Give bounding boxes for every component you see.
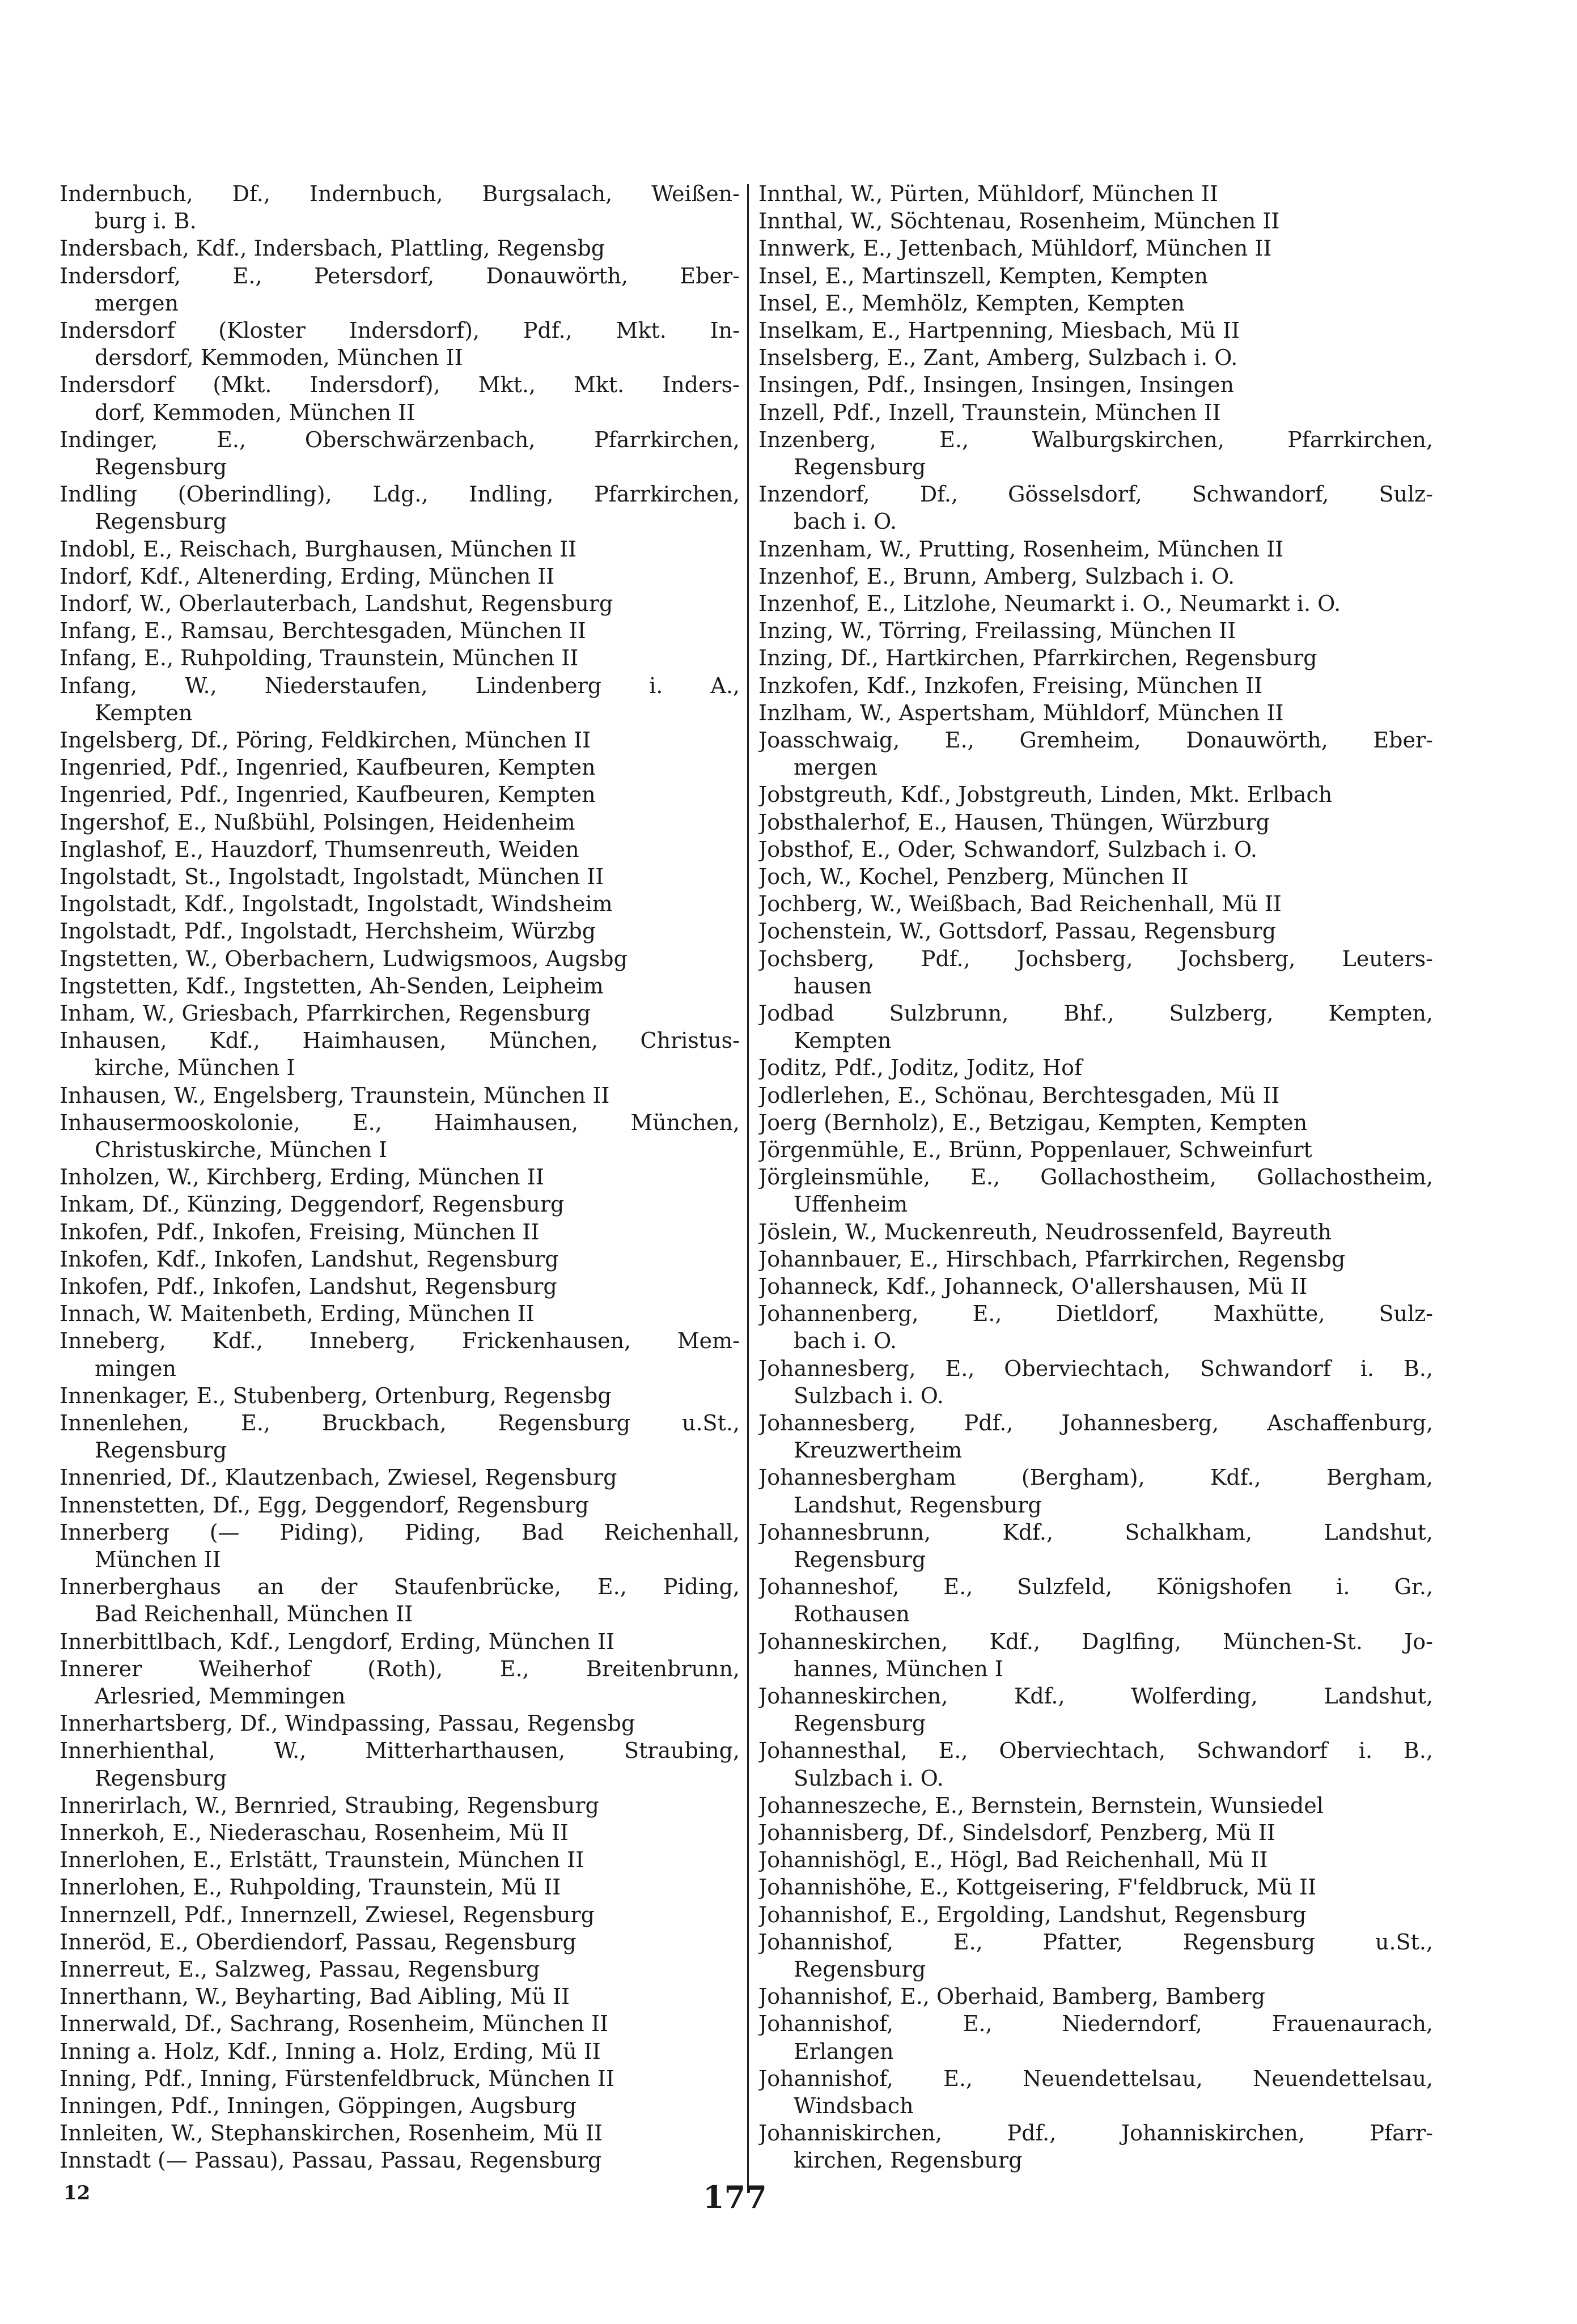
index-entry (758, 1519, 1433, 1573)
entry-line: Ingelsberg, Df., Pöring, Feldkirchen, München II (60, 727, 591, 753)
index-entry (60, 563, 740, 590)
entry-line: Jochenstein, W., Gottsdorf, Passau, Regensburg (758, 919, 1277, 944)
index-entry (758, 1928, 1433, 1983)
entry-line: Johanneshof, E., Sulzfeld, Königshofen i. Gr., (758, 1574, 1433, 1600)
index-entry (60, 890, 740, 917)
entry-line: Johanneszeche, E., Bernstein, Bernstein, Wunsiedel (758, 1792, 1324, 1818)
index-entry (60, 2010, 740, 2037)
index-entry (60, 180, 740, 235)
entry-line: Joerg (Bernholz), E., Betzigau, Kempten, Kempten (758, 1110, 1308, 1135)
index-entry (60, 1901, 740, 1928)
index-entry (60, 2065, 740, 2092)
entry-line: Jodbad Sulzbrunn, Bhf., Sulzberg, Kempten, (758, 1001, 1433, 1026)
column-divider (747, 184, 749, 2193)
index-entry (60, 1873, 740, 1901)
entry-continuation-line: hannes, München I (794, 1656, 1003, 1681)
entry-line: Inzing, W., Törring, Freilassing, München II (758, 618, 1236, 644)
entry-line: Innerer Weiherhof (Roth), E., Breitenbrunn, (60, 1656, 740, 1681)
entry-continuation-line: bach i. O. (794, 1328, 897, 1354)
index-entry (758, 781, 1433, 808)
index-entry (60, 235, 740, 262)
index-entry (758, 344, 1433, 371)
entry-line: Jobsthof, E., Oder, Schwandorf, Sulzbach i. O. (758, 836, 1258, 862)
entry-line: Jochberg, W., Weißbach, Bad Reichenhall, Mü II (758, 891, 1282, 917)
index-entry (758, 235, 1433, 262)
entry-line: Inningen, Pdf., Inningen, Göppingen, Augsburg (60, 2093, 576, 2118)
index-entry (60, 426, 740, 481)
index-entry (758, 180, 1433, 207)
index-entry (758, 1136, 1433, 1163)
index-entry (60, 2147, 740, 2174)
index-entry (60, 1628, 740, 1655)
entry-line: Innerberghaus an der Staufenbrücke, E., Piding, (60, 1574, 740, 1600)
index-entry (758, 1683, 1433, 1737)
entry-continuation-line: Rothausen (794, 1601, 910, 1627)
index-entry (758, 290, 1433, 317)
entry-line: Inzenham, W., Prutting, Rosenheim, München II (758, 536, 1284, 562)
entry-line: Jöslein, W., Muckenreuth, Neudrossenfeld, Bayreuth (758, 1219, 1332, 1244)
entry-line: Inhausermooskolonie, E., Haimhausen, München, (60, 1110, 740, 1135)
entry-line: Innerkoh, E., Niederaschau, Rosenheim, Mü II (60, 1820, 569, 1845)
entry-line: Ingenried, Pdf., Ingenried, Kaufbeuren, Kempten (60, 755, 596, 780)
index-entry (758, 1355, 1433, 1409)
entry-line: Indersdorf (Kloster Indersdorf), Pdf., Mkt. In- (60, 317, 740, 343)
index-entry (758, 1082, 1433, 1109)
entry-continuation-line: burg i. B. (95, 209, 197, 234)
index-entry (758, 1846, 1433, 1873)
index-entry (758, 2010, 1433, 2064)
entry-line: Innerlohen, E., Ruhpolding, Traunstein, Mü II (60, 1875, 561, 1900)
entry-line: Johannesberg, E., Oberviechtach, Schwandorf i. B., (758, 1356, 1433, 1381)
entry-line: Insingen, Pdf., Insingen, Insingen, Insingen (758, 372, 1234, 398)
entry-line: Inneberg, Kdf., Inneberg, Frickenhausen, Mem- (60, 1328, 740, 1354)
index-entry (758, 2065, 1433, 2119)
index-entry (758, 399, 1433, 426)
entry-continuation-line: bach i. O. (794, 509, 897, 534)
entry-line: Innerhienthal, W., Mitterharthausen, Straubing, (60, 1738, 740, 1764)
entry-line: Inzing, Df., Hartkirchen, Pfarrkirchen, Regensburg (758, 645, 1317, 671)
entry-line: Inzell, Pdf., Inzell, Traunstein, München II (758, 400, 1221, 425)
entry-continuation-line: mergen (794, 755, 877, 780)
entry-line: Innenstetten, Df., Egg, Deggendorf, Regensburg (60, 1492, 589, 1518)
entry-line: Johannishögl, E., Högl, Bad Reichenhall, Mü II (758, 1847, 1268, 1873)
entry-line: Inzenberg, E., Walburgskirchen, Pfarrkirchen, (758, 427, 1433, 452)
entry-line: Inham, W., Griesbach, Pfarrkirchen, Regensburg (60, 1000, 591, 1026)
index-entry (60, 1464, 740, 1491)
entry-continuation-line: Regensburg (95, 1765, 227, 1791)
entry-line: Johanneck, Kdf., Johanneck, O'allershausen, Mü II (758, 1274, 1308, 1299)
entry-line: Infang, W., Niederstaufen, Lindenberg i. A., (60, 673, 740, 698)
entry-line: Indorf, Kdf., Altenerding, Erding, München II (60, 563, 555, 589)
entry-continuation-line: Sulzbach i. O. (794, 1383, 944, 1408)
entry-line: Innerirlach, W., Bernried, Straubing, Regensburg (60, 1792, 599, 1818)
entry-line: Innthal, W., Pürten, Mühldorf, München II (758, 181, 1218, 206)
entry-continuation-line: Arlesried, Memmingen (95, 1683, 346, 1709)
entry-line: Johannishof, E., Oberhaid, Bamberg, Bamberg (758, 1984, 1265, 2009)
entry-line: Inkofen, Pdf., Inkofen, Landshut, Regensburg (60, 1273, 557, 1299)
entry-line: Innwerk, E., Jettenbach, Mühldorf, München II (758, 236, 1272, 261)
index-entry (60, 1082, 740, 1109)
entry-line: Innerreut, E., Salzweg, Passau, Regensburg (60, 1956, 540, 1982)
index-entry (758, 1246, 1433, 1273)
entry-line: Insel, E., Martinszell, Kempten, Kempten (758, 263, 1208, 288)
index-entry (60, 481, 740, 535)
index-entry (60, 754, 740, 781)
entry-line: Innthal, W., Söchtenau, Rosenheim, München II (758, 209, 1280, 234)
entry-line: Inzkofen, Kdf., Inzkofen, Freising, München II (758, 673, 1263, 698)
entry-line: Inzlham, W., Aspertsham, Mühldorf, München II (758, 700, 1284, 725)
index-entry (60, 2119, 740, 2147)
index-entry (758, 1218, 1433, 1246)
entry-continuation-line: Landshut, Regensburg (794, 1492, 1042, 1518)
entry-line: Ingolstadt, Kdf., Ingolstadt, Ingolstadt, Windsheim (60, 891, 613, 917)
entry-line: Johannishof, E., Niederndorf, Frauenaurach, (758, 2011, 1433, 2037)
index-entry (60, 1655, 740, 1710)
entry-line: Johannesthal, E., Oberviechtach, Schwandorf i. B., (758, 1738, 1433, 1764)
index-entry (60, 1409, 740, 1464)
entry-continuation-line: Bad Reichenhall, München II (95, 1601, 413, 1627)
index-entry (758, 945, 1433, 1000)
index-entry (60, 590, 740, 617)
index-entry (758, 617, 1433, 644)
entry-continuation-line: Kreuzwertheim (794, 1438, 963, 1463)
entry-continuation-line: Regensburg (794, 1711, 926, 1736)
index-entry (60, 1573, 740, 1628)
entry-continuation-line: Regensburg (95, 509, 227, 534)
entry-line: Innernzell, Pdf., Innernzell, Zwiesel, Regensburg (60, 1902, 595, 1927)
entry-line: Inkofen, Pdf., Inkofen, Freising, München II (60, 1219, 540, 1244)
entry-line: Johannishof, E., Pfatter, Regensburg u.St., (758, 1929, 1433, 1955)
index-entry (60, 836, 740, 863)
index-entry (60, 1846, 740, 1873)
index-entry (60, 917, 740, 945)
entry-line: Innleiten, W., Stephanskirchen, Rosenheim, Mü II (60, 2121, 603, 2146)
index-entry (60, 1492, 740, 1519)
index-entry (60, 863, 740, 890)
index-entry (60, 1819, 740, 1846)
index-entry (758, 1300, 1433, 1354)
index-entry (60, 945, 740, 972)
entry-line: Indobl, E., Reischach, Burghausen, München II (60, 536, 577, 562)
index-entry (758, 1109, 1433, 1136)
index-entry (60, 644, 740, 672)
index-entry (758, 1464, 1433, 1518)
entry-line: Infang, E., Ruhpolding, Traunstein, München II (60, 645, 579, 671)
entry-line: Inglashof, E., Hauzdorf, Thumsenreuth, Weiden (60, 836, 579, 862)
entry-line: Indling (Oberindling), Ldg., Indling, Pfarrkirchen, (60, 482, 740, 507)
index-entry (758, 672, 1433, 699)
index-entry (60, 1191, 740, 1218)
entry-line: Innenried, Df., Klautzenbach, Zwiesel, Regensburg (60, 1465, 617, 1490)
entry-line: Jodlerlehen, E., Schönau, Berchtesgaden, Mü II (758, 1082, 1280, 1108)
entry-line: Inzendorf, Df., Gösselsdorf, Schwandorf, Sulz- (758, 482, 1433, 507)
entry-line: Innach, W. Maitenbeth, Erding, München II (60, 1301, 535, 1327)
entry-line: Ingenried, Pdf., Ingenried, Kaufbeuren, Kempten (60, 782, 596, 808)
index-entry (758, 207, 1433, 235)
entry-line: Jörgleinsmühle, E., Gollachostheim, Gollachostheim, (758, 1165, 1433, 1190)
index-entry (758, 371, 1433, 398)
entry-line: Johannesbrunn, Kdf., Schalkham, Landshut, (758, 1519, 1433, 1545)
entry-continuation-line: dorf, Kemmoden, München II (95, 400, 416, 425)
index-entry (758, 1573, 1433, 1628)
index-entry (758, 1873, 1433, 1901)
entry-continuation-line: Kempten (794, 1028, 892, 1053)
entry-line: Indersbach, Kdf., Indersbach, Plattling, Regensbg (60, 236, 605, 261)
entry-line: Johanniskirchen, Pdf., Johanniskirchen, Pfarr- (758, 2121, 1433, 2146)
entry-line: Innerlohen, E., Erlstätt, Traunstein, München II (60, 1847, 584, 1873)
entry-line: Innstadt (— Passau), Passau, Passau, Regensburg (60, 2148, 602, 2173)
index-entry (60, 672, 740, 726)
entry-line: Inneröd, E., Oberdiendorf, Passau, Regensburg (60, 1929, 576, 1955)
index-entry (758, 590, 1433, 617)
index-entry (60, 1027, 740, 1081)
index-entry (758, 863, 1433, 890)
index-entry (60, 1382, 740, 1409)
index-entry (758, 2119, 1433, 2174)
entry-line: Jobstgreuth, Kdf., Jobstgreuth, Linden, Mkt. Erlbach (758, 782, 1333, 808)
entry-line: Indorf, W., Oberlauterbach, Landshut, Regensburg (60, 590, 613, 616)
entry-continuation-line: Uffenheim (794, 1192, 908, 1217)
index-entry (758, 426, 1433, 481)
entry-line: Johannishof, E., Ergolding, Landshut, Regensburg (758, 1902, 1307, 1927)
entry-continuation-line: dersdorf, Kemmoden, München II (95, 345, 463, 371)
index-entry (758, 1819, 1433, 1846)
index-entry (758, 1054, 1433, 1081)
index-entry (758, 890, 1433, 917)
entry-line: Inzenhof, E., Brunn, Amberg, Sulzbach i. O. (758, 563, 1235, 589)
entry-line: Innenlehen, E., Bruckbach, Regensburg u.St., (60, 1410, 740, 1435)
entry-line: Innerthann, W., Beyharting, Bad Aibling, Mü II (60, 1984, 570, 2009)
index-entry (758, 1628, 1433, 1683)
entry-continuation-line: Regensburg (794, 454, 926, 480)
index-entry (60, 972, 740, 1000)
left-column (60, 180, 740, 2174)
entry-line: Ingolstadt, St., Ingolstadt, Ingolstadt, München II (60, 864, 604, 889)
entry-line: Johannishof, E., Neuendettelsau, Neuendettelsau, (758, 2066, 1433, 2091)
page-number: 177 (703, 2179, 767, 2215)
entry-line: Joasschwaig, E., Gremheim, Donauwörth, Eber- (758, 728, 1433, 753)
entry-line: Indersdorf, E., Petersdorf, Donauwörth, Eber- (60, 263, 740, 288)
index-entry (60, 1956, 740, 1983)
index-entry (60, 2038, 740, 2065)
entry-continuation-line: kirche, München I (95, 1055, 295, 1081)
index-entry (60, 536, 740, 563)
index-entry (758, 1901, 1433, 1928)
index-entry (758, 1737, 1433, 1791)
index-entry (758, 726, 1433, 781)
entry-line: Indernbuch, Df., Indernbuch, Burgsalach, Weißen- (60, 181, 740, 206)
index-entry (758, 317, 1433, 344)
index-entry (60, 1983, 740, 2010)
index-entry (60, 617, 740, 644)
index-entry (758, 563, 1433, 590)
entry-line: Innenkager, E., Stubenberg, Ortenburg, Regensbg (60, 1383, 612, 1408)
entry-continuation-line: Regensburg (794, 1956, 926, 1982)
index-entry (758, 917, 1433, 945)
entry-line: Johanneskirchen, Kdf., Daglfing, München-St. Jo- (758, 1629, 1433, 1654)
index-entry (758, 836, 1433, 863)
entry-line: Inkam, Df., Künzing, Deggendorf, Regensburg (60, 1192, 565, 1217)
index-entry (758, 262, 1433, 290)
index-entry (60, 2092, 740, 2119)
index-entry (758, 644, 1433, 672)
index-entry (60, 809, 740, 836)
entry-continuation-line: kirchen, Regensburg (794, 2148, 1023, 2173)
entry-line: Inhausen, Kdf., Haimhausen, München, Christus- (60, 1028, 740, 1053)
index-entry (758, 1000, 1433, 1054)
entry-continuation-line: Regensburg (95, 454, 227, 479)
entry-line: Johanneskirchen, Kdf., Wolferding, Landshut, (758, 1683, 1433, 1709)
entry-line: Inholzen, W., Kirchberg, Erding, München II (60, 1165, 544, 1190)
entry-line: Johannesberg, Pdf., Johannesberg, Aschaffenburg, (758, 1410, 1433, 1436)
entry-line: Ingstetten, Kdf., Ingstetten, Ah-Senden, Leipheim (60, 973, 604, 999)
index-entry (758, 1273, 1433, 1300)
index-entry (60, 1300, 740, 1327)
entry-line: Inselsberg, E., Zant, Amberg, Sulzbach i. O. (758, 345, 1238, 371)
index-entry (758, 1163, 1433, 1218)
entry-line: Inselkam, E., Hartpenning, Miesbach, Mü II (758, 318, 1240, 343)
entry-line: Johannishöhe, E., Kottgeisering, F'feldbruck, Mü II (758, 1875, 1317, 1900)
entry-line: Innerhartsberg, Df., Windpassing, Passau, Regensbg (60, 1711, 635, 1736)
index-entry (758, 536, 1433, 563)
entry-line: Inkofen, Kdf., Inkofen, Landshut, Regensburg (60, 1246, 559, 1272)
entry-line: Innerberg (— Piding), Piding, Bad Reichenhall, (60, 1519, 740, 1545)
entry-line: Ingershof, E., Nußbühl, Polsingen, Heidenheim (60, 809, 575, 835)
index-entry (60, 1246, 740, 1273)
index-entry (758, 1792, 1433, 1819)
index-entry (758, 699, 1433, 726)
index-entry (758, 481, 1433, 535)
index-entry (758, 809, 1433, 836)
index-entry (60, 1000, 740, 1027)
entry-line: Jörgenmühle, E., Brünn, Poppenlauer, Schweinfurt (758, 1137, 1312, 1163)
entry-line: Johannenberg, E., Dietldorf, Maxhütte, Sulz- (758, 1301, 1433, 1327)
entry-continuation-line: mingen (95, 1356, 176, 1381)
index-entry (60, 317, 740, 371)
index-entry (60, 1792, 740, 1819)
signature-mark: 12 (63, 2182, 91, 2204)
entry-continuation-line: hausen (794, 973, 872, 999)
index-entry (60, 1218, 740, 1246)
index-entry (60, 371, 740, 426)
entry-continuation-line: Regensburg (95, 1438, 227, 1463)
index-entry (758, 1409, 1433, 1464)
entry-line: Indinger, E., Oberschwärzenbach, Pfarrkirchen, (60, 427, 740, 452)
entry-line: Jobsthalerhof, E., Hausen, Thüngen, Würzburg (758, 809, 1270, 835)
entry-line: Joditz, Pdf., Joditz, Joditz, Hof (758, 1055, 1083, 1081)
entry-line: Innerwald, Df., Sachrang, Rosenheim, München II (60, 2011, 608, 2037)
index-entry (60, 1109, 740, 1163)
entry-line: Jochsberg, Pdf., Jochsberg, Jochsberg, Leuters- (758, 946, 1433, 971)
entry-line: Innerbittlbach, Kdf., Lengdorf, Erding, München II (60, 1629, 615, 1654)
entry-continuation-line: München II (95, 1546, 221, 1572)
entry-continuation-line: Sulzbach i. O. (794, 1765, 944, 1791)
entry-line: Joch, W., Kochel, Penzberg, München II (758, 864, 1189, 890)
entry-line: Johannesbergham (Bergham), Kdf., Bergham, (758, 1465, 1433, 1490)
entry-line: Inning, Pdf., Inning, Fürstenfeldbruck, München II (60, 2066, 614, 2091)
index-entry (60, 1273, 740, 1300)
entry-continuation-line: Regensburg (794, 1546, 926, 1572)
entry-line: Insel, E., Memhölz, Kempten, Kempten (758, 290, 1185, 316)
index-entry (60, 1327, 740, 1382)
entry-line: Ingolstadt, Pdf., Ingolstadt, Herchsheim, Würzbg (60, 919, 596, 944)
entry-continuation-line: Erlangen (794, 2038, 894, 2064)
index-entry (60, 1710, 740, 1737)
right-column (758, 180, 1433, 2174)
index-entry (60, 726, 740, 754)
index-entry (60, 1928, 740, 1956)
entry-continuation-line: Christuskirche, München I (95, 1137, 388, 1162)
entry-continuation-line: mergen (95, 290, 179, 316)
entry-line: Johannisberg, Df., Sindelsdorf, Penzberg, Mü II (758, 1820, 1275, 1845)
index-entry (60, 1519, 740, 1573)
index-entry (60, 781, 740, 808)
entry-continuation-line: Windsbach (794, 2093, 914, 2118)
index-entry (60, 1737, 740, 1791)
entry-continuation-line: Kempten (95, 700, 193, 725)
entry-line: Johannbauer, E., Hirschbach, Pfarrkirchen, Regensbg (758, 1246, 1346, 1272)
entry-line: Inzenhof, E., Litzlohe, Neumarkt i. O., Neumarkt i. O. (758, 591, 1341, 617)
entry-line: Infang, E., Ramsau, Berchtesgaden, München II (60, 618, 586, 644)
entry-line: Inning a. Holz, Kdf., Inning a. Holz, Erding, Mü II (60, 2038, 601, 2064)
index-entry (60, 1163, 740, 1191)
entry-line: Ingstetten, W., Oberbachern, Ludwigsmoos, Augsbg (60, 946, 628, 971)
index-entry (758, 1983, 1433, 2010)
entry-line: Inhausen, W., Engelsberg, Traunstein, München II (60, 1082, 610, 1108)
entry-line: Indersdorf (Mkt. Indersdorf), Mkt., Mkt. Inders- (60, 372, 740, 398)
index-entry (60, 262, 740, 317)
